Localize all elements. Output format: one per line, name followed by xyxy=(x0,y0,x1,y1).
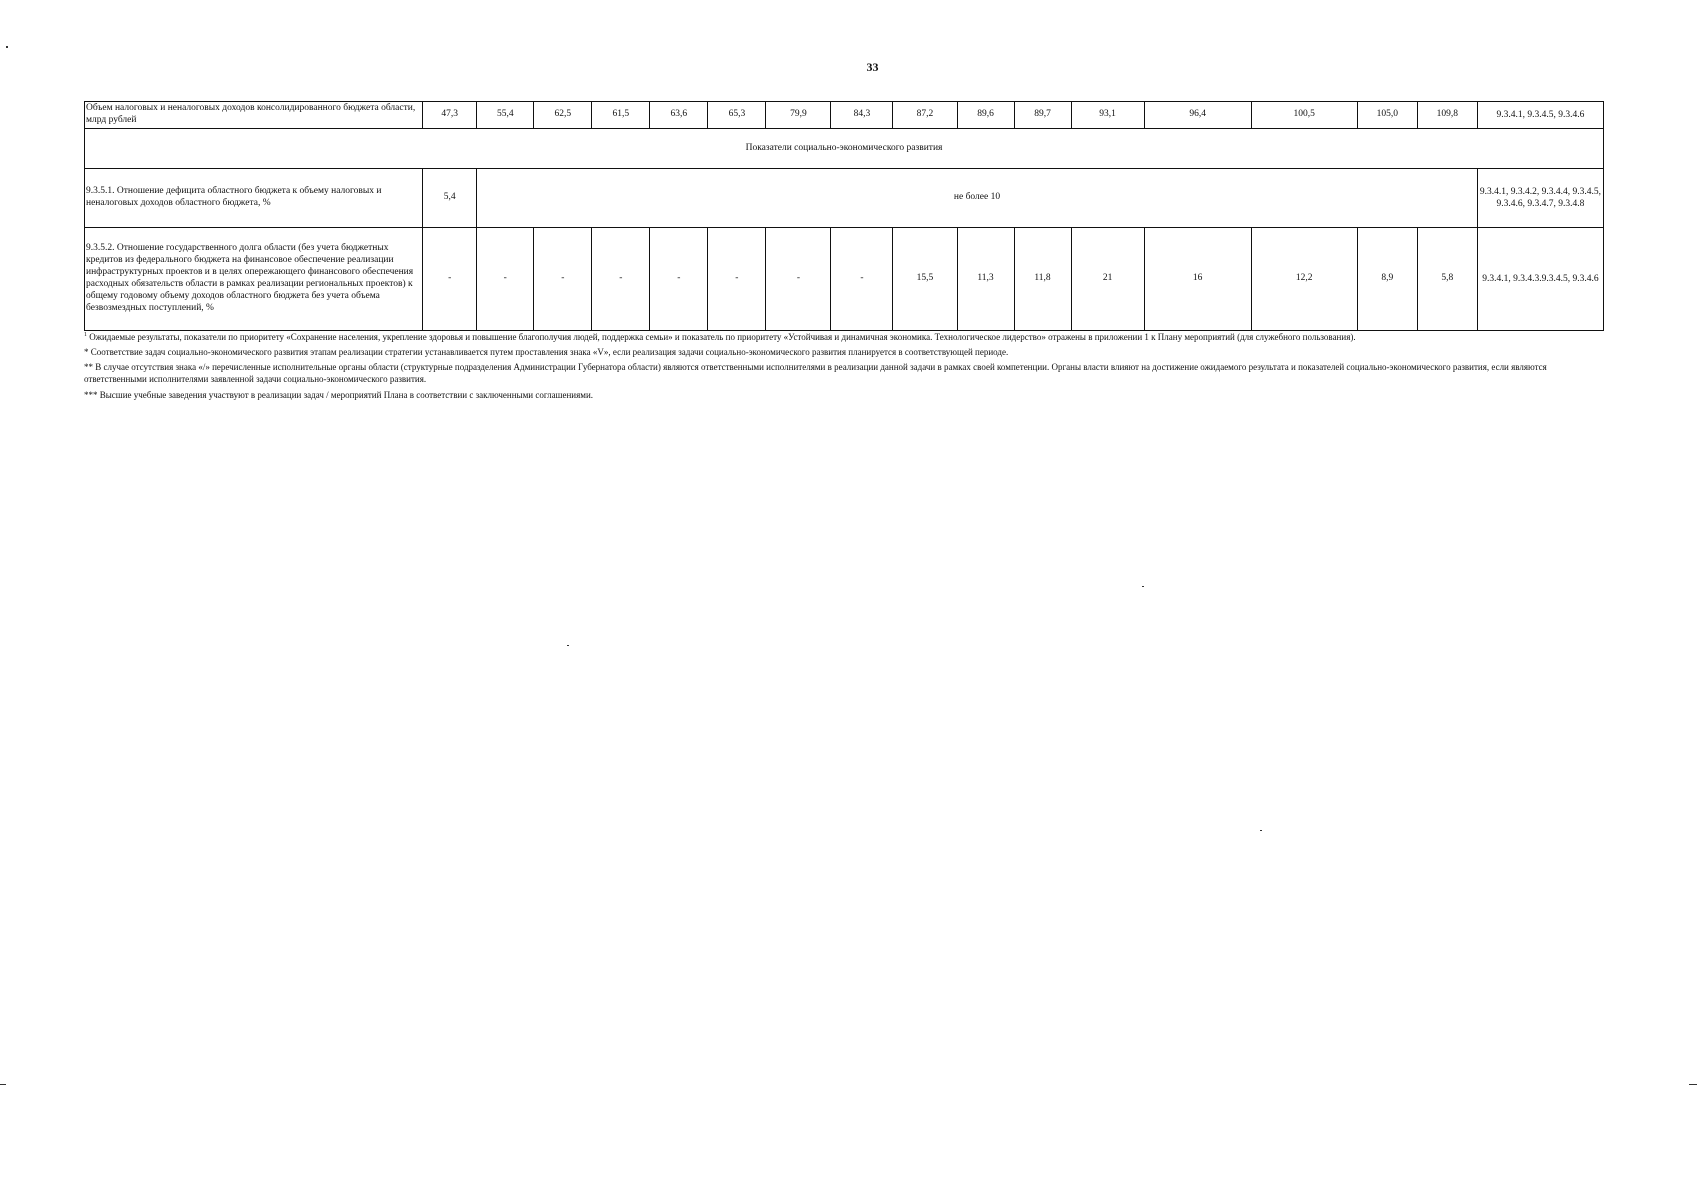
value-cell: - xyxy=(708,228,766,331)
value-cell: 8,9 xyxy=(1357,228,1417,331)
value-cell: - xyxy=(831,228,893,331)
value-cell: 11,3 xyxy=(957,228,1014,331)
value-cell: 109,8 xyxy=(1417,102,1477,129)
indicators-table xyxy=(84,101,1604,331)
table-row xyxy=(85,169,1604,228)
scan-artifact xyxy=(567,645,569,646)
value-cell: 62,5 xyxy=(534,102,592,129)
task-references: 9.3.4.1, 9.3.4.3.9.3.4.5, 9.3.4.6 xyxy=(1477,228,1603,331)
table-row xyxy=(85,102,1604,129)
value-cell: 100,5 xyxy=(1251,102,1357,129)
value-cell: - xyxy=(534,228,592,331)
value-cell: - xyxy=(766,228,831,331)
value-cell: 63,6 xyxy=(650,102,708,129)
scan-artifact xyxy=(1260,830,1262,831)
scan-artifact xyxy=(1142,586,1144,587)
value-cell: 15,5 xyxy=(893,228,957,331)
indicator-name: 9.3.5.2. Отношение государственного долга области (без учета бюджетных кредитов из федерального бюджета на финансовое обеспечение реализации инфраструктурных проектов и в целях опережающего финансового обеспечения расходных обязательств области в рамках реализации региональных проектов) к общему годовому объему доходов областного бюджета без учета объема безвозмездных поступлений, % xyxy=(85,228,423,331)
value-cell: - xyxy=(477,228,534,331)
footnote-3: ** В случае отсутствия знака «/» перечисленные исполнительные органы области (структурные подразделения Администрации Губернатора области) являются ответственными исполнителями в реализации данной задачи в рамках своей компетенции. Органы власти влияют на достижение ожидаемого результата и показателей социально-экономического развития, если являются ответственными исполнителями заявленной задачи социально-экономического развития. xyxy=(84,362,1547,385)
value-cell: - xyxy=(592,228,650,331)
value-cell: 5,8 xyxy=(1417,228,1477,331)
value-cell: 55,4 xyxy=(477,102,534,129)
value-cell: 11,8 xyxy=(1014,228,1071,331)
value-cell: 89,7 xyxy=(1014,102,1071,129)
value-cell: 89,6 xyxy=(957,102,1014,129)
footnote-4: *** Высшие учебные заведения участвуют в реализации задач / мероприятий Плана в соответствии с заключенными соглашениями. xyxy=(84,389,594,400)
section-header-row xyxy=(85,129,1604,169)
value-cell: 47,3 xyxy=(423,102,477,129)
value-cell: 12,2 xyxy=(1251,228,1357,331)
footnote-mark: 1 xyxy=(84,332,87,338)
value-cell: 79,9 xyxy=(766,102,831,129)
scan-artifact xyxy=(0,1084,6,1085)
value-cell: 21 xyxy=(1071,228,1144,331)
page-number: 33 xyxy=(866,60,879,74)
value-cell: 84,3 xyxy=(831,102,893,129)
footnote-text: Ожидаемые результаты, показатели по приоритету «Сохранение населения, укрепление здоровья и повышение благополучия людей, поддержка семьи» и показатель по приоритету «Устойчивая и динамичная экономика. Технологическое лидерство» отражены в приложении 1 к Плану мероприятий (для служебного пользования). xyxy=(87,332,1356,342)
indicator-name: Объем налоговых и неналоговых доходов консолидированного бюджета области, млрд рублей xyxy=(85,102,423,129)
value-cell: 65,3 xyxy=(708,102,766,129)
value-cell: 105,0 xyxy=(1357,102,1417,129)
value-cell: 87,2 xyxy=(893,102,957,129)
merged-value-cell: не более 10 xyxy=(477,169,1478,228)
value-cell: 61,5 xyxy=(592,102,650,129)
task-references: 9.3.4.1, 9.3.4.2, 9.3.4.4, 9.3.4.5, 9.3.4.6, 9.3.4.7, 9.3.4.8 xyxy=(1477,169,1603,228)
value-cell: 96,4 xyxy=(1144,102,1251,129)
footnote-1 xyxy=(84,331,1606,343)
section-title: Показатели социально-экономического развития xyxy=(85,129,1604,169)
value-cell: - xyxy=(650,228,708,331)
table-row xyxy=(85,228,1604,331)
value-cell: - xyxy=(423,228,477,331)
footnote-2: * Соответствие задач социально-экономического развития этапам реализации стратегии устанавливается путем проставления знака «V», если реализация задачи социально-экономического развития планируется в соответствующей периоде. xyxy=(84,347,1009,358)
scan-artifact xyxy=(1689,1084,1697,1085)
scan-artifact xyxy=(6,46,8,48)
value-cell: 93,1 xyxy=(1071,102,1144,129)
indicator-name: 9.3.5.1. Отношение дефицита областного бюджета к объему налоговых и неналоговых доходов областного бюджета, % xyxy=(85,169,423,228)
task-references: 9.3.4.1, 9.3.4.5, 9.3.4.6 xyxy=(1477,102,1603,129)
value-cell: 5,4 xyxy=(423,169,477,228)
footnotes xyxy=(84,331,1606,404)
value-cell: 16 xyxy=(1144,228,1251,331)
